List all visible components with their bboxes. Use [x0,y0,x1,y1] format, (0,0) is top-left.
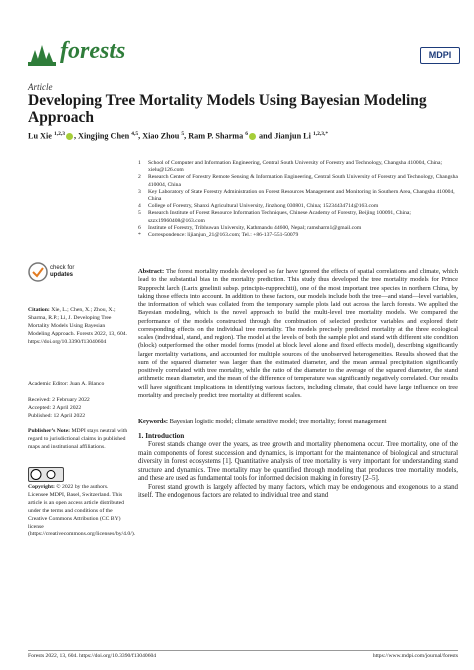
affiliation-text: School of Computer and Information Engineering, Central South University of Forestry and Technology, Changsha 410004, China; xielu@126.com [148,160,443,174]
orcid-icon[interactable] [249,133,256,140]
citation-text: Xie, L.; Chen, X.; Zhou, X.; Sharma, R.P.; Li, J. Developing Tree Mortality Models Using Bayesian Modeling Approach. Forests 2022, 13, 604. https://doi.org/10.3390/f13040604 [28,307,128,345]
check-updates-line-2: updates [50,272,74,278]
author-affiliation-marker: 1,2,3 [53,131,65,137]
affiliation-text: Correspondence: lijianjun_21@163.com; Tel.: +86-137-551-50079 [148,232,299,239]
author-separator: and [256,131,275,141]
affiliation-item [138,160,458,174]
body-paragraph: Forest stand growth is largely affected by many factors, which may be endogenous and exogenous to a stand itself. The endogenous factors are related to individual tree and stand [138,483,458,500]
author-name[interactable]: Lu Xie [28,131,54,141]
affiliation-text: Key Laboratory of State Forestry Administration on Forest Resources Management and Monitoring in Southern Area, Changsha 410004, China [148,188,455,203]
author-name[interactable]: Xiao Zhou [142,131,182,141]
author-affiliation-marker: 4,5 [131,131,139,137]
keywords-label: Keywords: [138,418,169,425]
publisher-note [28,428,128,452]
body-paragraph: Forest stands change over the years, as tree growth and mortality phenomena occur. Tree mortality, one of the main components of forest succession and dynamics, is important for the maintenance of biological and structural diversity in forest ecosystems [1]. Quantitative analysis of tree mortality is very important for understanding stand structure and dynamics. Tree mortality may be quantified through modeling that produces tree mortality models, and these are used as fundamental tools for informed decision making in forestry [2–5]. [138,441,458,483]
check-updates-line-1: check for [50,265,75,271]
abstract [138,268,458,400]
cc-by-license-icon[interactable] [28,467,64,482]
date-accepted: Accepted: 2 April 2022 [28,404,82,411]
affiliation-number: 6 [138,224,141,231]
copyright-label: Copyright: [28,484,55,490]
orcid-icon[interactable] [66,133,73,140]
author-separator: , [138,131,143,141]
abstract-label: Abstract: [138,268,165,275]
check-for-updates-icon[interactable] [28,262,48,282]
abstract-text: The forest mortality models developed so far have ignored the effects of spatial correlations and climate, which lead to the substantial bias in the mortality prediction. This study thus developed the tree mortality models for Prince Rupprecht larch (Larix gmelinii subsp. principis-rupprechtii), one of the most important tree species in northern China, by taking those effects into account. In addition to these factors, our models include both the tree—and stand—level variables, the information of which was collated from the temporary sample plots laid out across the larch forests. We applied the Bayesian modeling, which is the novel approach to build the multi-level tree mortality models. We compared the performance of the models constructed through the combination of selected predictor variables and explored their corresponding effects on the individual tree mortality. The models precisely predicted mortality at the three ecological scales (individual, stand, and region). The model at the levels of both the sample plot and stand with different site condition (block) outperformed the other model forms (model at block level alone and fixed effects model), describing significantly larger mortality variations, and accounted for multiple sources of the unobserved heterogeneities. Results showed that the sum of the squared diameter was larger than the estimated diameter, and the mean annual precipitation significantly positively correlated with tree mortality, while the ratio of the diameter to the average of the squared diameter, the stand arithmetic mean diameter, and the mean of the difference of temperature was significantly negatively correlated. Our results will have significant implications in identifying various factors, including climate, that could have large influence on tree mortality and precisely predict tree mortality at different scales. [138,268,458,399]
affiliation-number: 5 [138,210,141,217]
affiliation-item [138,210,458,224]
footer-divider [28,650,458,651]
forests-logo-icon [28,44,56,66]
author-affiliation-marker: 5 [181,131,185,137]
footer-journal-url[interactable]: https://www.mdpi.com/journal/forests [372,653,458,659]
affiliation-text: College of Forestry, Shanxi Agricultural University, Jinzhong 030801, China; 15234434714@163.com [148,203,379,210]
affiliation-item [138,232,458,239]
date-published: Published: 12 April 2022 [28,412,86,419]
affiliation-item [138,225,458,232]
affiliation-text: Institute of Forestry, Tribhuwan University, Kathmandu 44600, Nepal; ramsharm1@gmail.com [148,224,362,231]
affiliation-item [138,189,458,203]
affiliation-text: Research Institute of Forest Resource Information Techniques, Chinese Academy of Forestry, Beijing 100091, China; szzx19960408@163.com [148,210,411,224]
mdpi-logo[interactable]: MDPI [420,47,460,64]
author-list [28,131,468,141]
footer-citation[interactable]: Forests 2022, 13, 604. https://doi.org/10.3390/f13040604 [28,653,157,659]
check-for-updates-link[interactable] [50,265,74,279]
affiliation-item [138,174,458,188]
affiliation-number: 4 [138,203,141,210]
author-name[interactable]: Ram P. Sharma [188,131,246,141]
copyright-block [28,484,136,539]
date-received: Received: 2 February 2022 [28,397,90,403]
paper-title: Developing Tree Mortality Models Using Bayesian Modeling Approach [28,92,427,126]
citation-block [28,307,128,347]
keywords-text: Bayesian logistic model; climate sensitive model; tree mortality; forest management [169,418,387,425]
publisher-note-label: Publisher’s Note: [28,428,71,434]
affiliation-text: Research Center of Forestry Remote Sensing & Information Engineering, Central South University of Forestry and Technology, Changsha 410004, China [148,174,458,188]
author-separator: , [184,131,189,141]
affiliation-number: * [138,232,141,239]
author-separator: , [73,131,79,141]
affiliation-number: 1 [138,160,141,166]
affiliation-number: 3 [138,188,141,195]
section-heading-introduction: 1. Introduction [138,432,185,440]
publisher-note-text: MDPI stays neutral with regard to jurisdictional claims in published maps and institutional affiliations. [28,428,128,450]
keywords [138,418,458,426]
citation-label: Citation: [28,307,50,313]
affiliations-list [138,160,458,239]
author-affiliation-marker: 6 [245,131,248,137]
body-text [138,441,458,501]
journal-name[interactable]: forests [60,38,126,64]
academic-editor: Academic Editor: Juan A. Blanco [28,381,105,387]
author-name[interactable]: Xingjing Chen [78,131,132,141]
author-name[interactable]: Jianjun Li [274,131,313,141]
article-type: Article [28,82,53,92]
affiliation-number: 2 [138,174,141,181]
dates-block [28,397,128,421]
author-affiliation-marker: 1,2,3,* [312,131,329,137]
copyright-text: © 2022 by the authors. Licensee MDPI, Basel, Switzerland. This article is an open access article distributed under the terms and conditions of the Creative Commons Attribution (CC BY) license (https://creativecommons.org/licenses/by/4.0/). [28,484,136,538]
